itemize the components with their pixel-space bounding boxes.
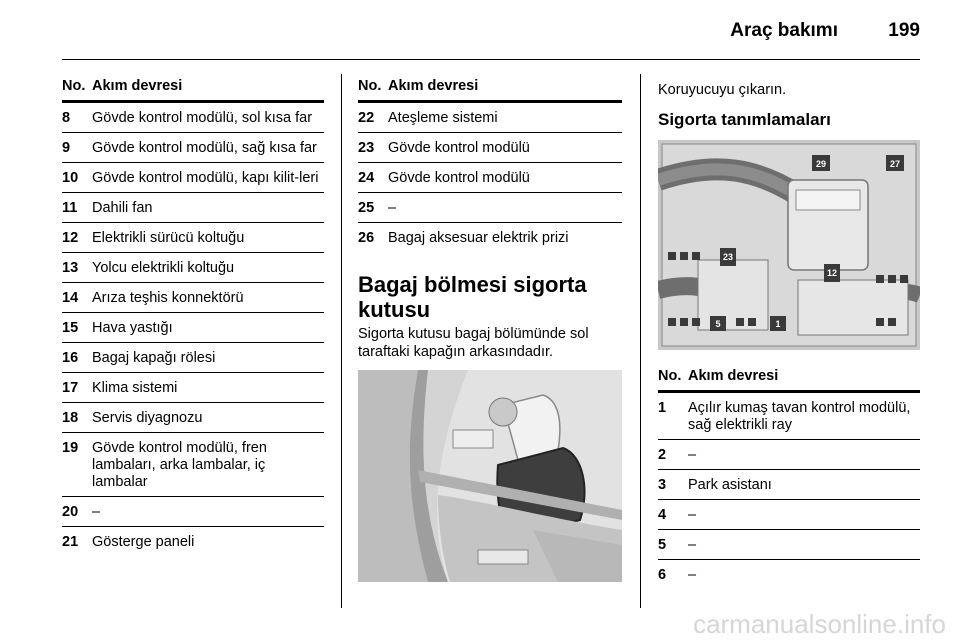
table-row	[62, 527, 324, 556]
fuse-number: 16	[62, 350, 79, 366]
circuit-text: –	[92, 504, 101, 520]
section-text: Sigorta kutusu bagaj bölümünde sol taraftaki kapağın arkasındadır.	[358, 326, 589, 360]
fuse-number: 13	[62, 260, 79, 276]
circuit-text: –	[688, 567, 697, 583]
fuse-number: 8	[62, 110, 71, 126]
fuse-number: 4	[658, 507, 667, 523]
fuse-label-27: 27	[889, 159, 901, 169]
column-divider-2	[640, 74, 641, 608]
fuse-number: 26	[358, 230, 375, 246]
table-row	[62, 283, 324, 313]
circuit-text: Park asistanı	[688, 477, 772, 493]
fuse-label-12: 12	[826, 268, 838, 278]
circuit-text: Servis diyagnozu	[92, 410, 203, 426]
fuse-number: 21	[62, 534, 79, 550]
fuse-label-1: 1	[775, 319, 781, 329]
page-header	[0, 0, 960, 60]
table-row	[62, 403, 324, 433]
circuit-text: Ateşleme sistemi	[388, 110, 498, 126]
trunk-illustration	[358, 370, 622, 582]
circuit-text: –	[688, 507, 697, 523]
table-row	[658, 470, 920, 500]
table-row	[62, 103, 324, 133]
header-no: No.	[358, 78, 382, 94]
table-row	[62, 433, 324, 497]
fuse-number: 15	[62, 320, 79, 336]
fuse-number: 23	[358, 140, 375, 156]
page-number: 199	[888, 20, 920, 41]
table-row	[358, 223, 622, 252]
table-row	[358, 133, 622, 163]
table-row	[62, 133, 324, 163]
circuit-text: Gösterge paneli	[92, 534, 195, 550]
column-divider-1	[341, 74, 342, 608]
fuse-number: 6	[658, 567, 667, 583]
circuit-text: Dahili fan	[92, 200, 153, 216]
fuse-table-2	[358, 103, 622, 252]
watermark: carmanualsonline.info	[693, 609, 946, 639]
table-row	[62, 343, 324, 373]
circuit-text: Yolcu elektrikli koltuğu	[92, 260, 235, 276]
fuse-label-23: 23	[722, 252, 734, 262]
header-circuit: Akım devresi	[388, 78, 479, 94]
header-circuit: Akım devresi	[92, 78, 183, 94]
circuit-text: Açılır kumaş tavan kontrol modülü, sağ elektrikli ray	[688, 400, 911, 433]
fuse-number: 14	[62, 290, 79, 306]
circuit-text: Elektrikli sürücü koltuğu	[92, 230, 245, 246]
circuit-text: Gövde kontrol modülü, kapı kilit-leri	[92, 170, 319, 186]
circuit-text: Gövde kontrol modülü	[388, 170, 530, 186]
column-3-table	[658, 368, 920, 589]
table-row	[62, 223, 324, 253]
header-circuit: Akım devresi	[688, 368, 779, 384]
fuse-number: 25	[358, 200, 375, 216]
header-rule	[62, 59, 920, 60]
circuit-text: Gövde kontrol modülü, fren lambaları, arka lambalar, iç lambalar	[92, 440, 267, 490]
table-header	[658, 368, 920, 393]
fuse-number: 11	[62, 200, 78, 216]
fuse-number: 5	[658, 537, 667, 553]
table-row	[658, 500, 920, 530]
fuse-label-5: 5	[715, 319, 721, 329]
column-2	[358, 78, 622, 361]
circuit-text: –	[688, 447, 697, 463]
circuit-text: Klima sistemi	[92, 380, 178, 396]
fuse-number: 19	[62, 440, 79, 456]
section-title: Bagaj bölmesi sigorta kutusu	[358, 272, 587, 322]
table-row	[62, 497, 324, 527]
table-row	[358, 163, 622, 193]
circuit-text: Gövde kontrol modülü, sağ kısa far	[92, 140, 317, 156]
column-3	[658, 78, 920, 128]
subsection-title: Sigorta tanımlamaları	[658, 110, 831, 129]
chapter-title: Araç bakımı	[730, 20, 838, 41]
header-no: No.	[658, 368, 682, 384]
fuse-number: 24	[358, 170, 375, 186]
fuse-number: 20	[62, 504, 79, 520]
circuit-text: –	[688, 537, 697, 553]
fuse-number: 9	[62, 140, 71, 156]
intro-text: Koruyucuyu çıkarın.	[658, 82, 787, 98]
table-row	[62, 193, 324, 223]
circuit-text: Bagaj kapağı rölesi	[92, 350, 216, 366]
trunk-photo	[358, 370, 622, 582]
table-header	[358, 78, 622, 103]
column-1	[62, 78, 324, 556]
fuse-number: 12	[62, 230, 79, 246]
table-row	[62, 163, 324, 193]
table-row	[62, 253, 324, 283]
circuit-text: Gövde kontrol modülü	[388, 140, 530, 156]
table-row	[658, 530, 920, 560]
fuse-table-1	[62, 103, 324, 556]
fuse-box-photo	[658, 140, 920, 350]
circuit-text: Hava yastığı	[92, 320, 173, 336]
fuse-number: 18	[62, 410, 79, 426]
table-row	[658, 393, 920, 440]
fuse-number: 22	[358, 110, 375, 126]
table-row	[62, 313, 324, 343]
fuse-number: 10	[62, 170, 79, 186]
table-header	[62, 78, 324, 103]
fuse-label-29: 29	[815, 159, 827, 169]
table-row	[658, 440, 920, 470]
circuit-text: Arıza teşhis konnektörü	[92, 290, 244, 306]
table-row	[358, 103, 622, 133]
table-row	[658, 560, 920, 589]
fuse-number: 3	[658, 477, 667, 493]
fuse-number: 17	[62, 380, 79, 396]
table-row	[358, 193, 622, 223]
fuse-number: 1	[658, 400, 667, 416]
table-row	[62, 373, 324, 403]
circuit-text: Gövde kontrol modülü, sol kısa far	[92, 110, 313, 126]
fuse-table-3	[658, 393, 920, 589]
circuit-text: Bagaj aksesuar elektrik prizi	[388, 230, 569, 246]
fuse-box-illustration	[658, 140, 920, 350]
circuit-text: –	[388, 200, 397, 216]
fuse-number: 2	[658, 447, 667, 463]
header-no: No.	[62, 78, 86, 94]
